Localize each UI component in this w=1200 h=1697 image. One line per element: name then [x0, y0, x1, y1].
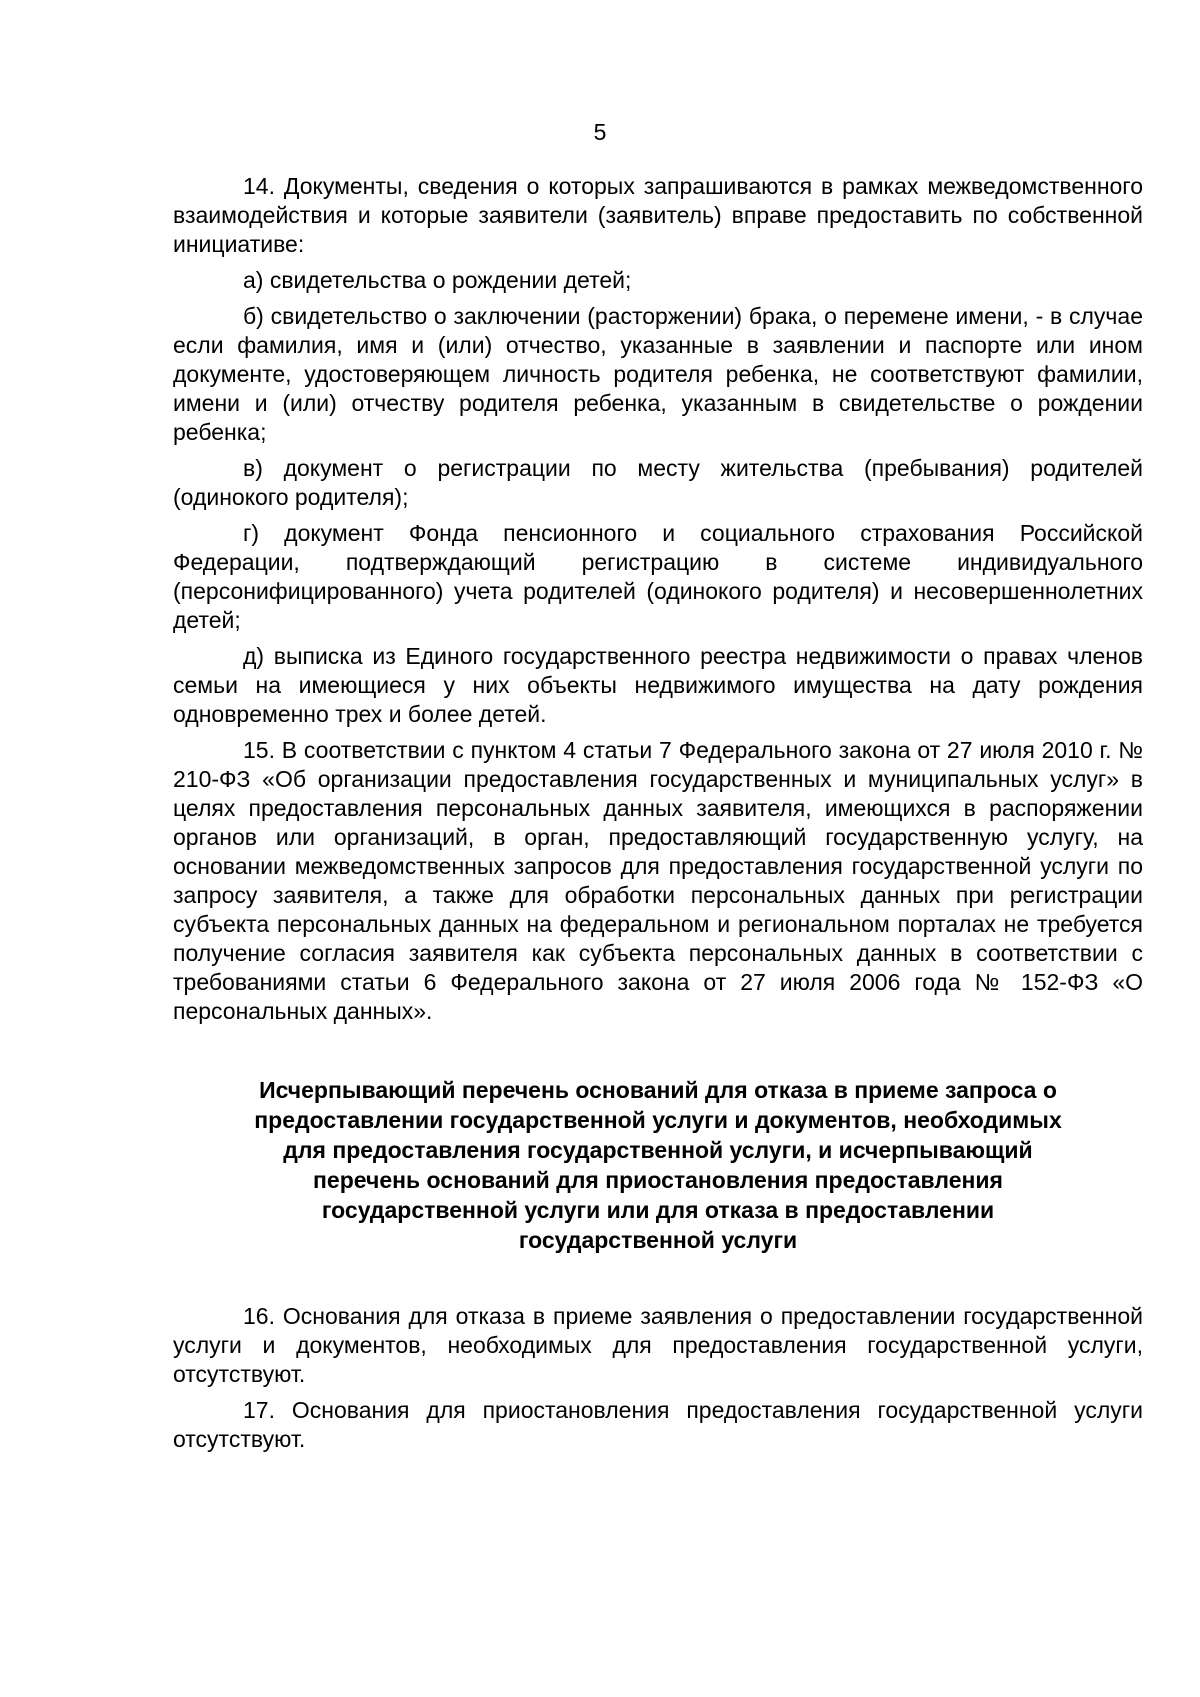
heading-line: предоставлении государственной услуги и документов, необходимых	[254, 1107, 1062, 1133]
list-item-v: в) документ о регистрации по месту жительства (пребывания) родителей (одинокого родителя);	[173, 455, 1143, 510]
heading-line: перечень оснований для приостановления предоставления	[313, 1167, 1003, 1193]
paragraph-16: 16. Основания для отказа в приеме заявления о предоставлении государственной услуги и документов, необходимых для предоставления государственной услуги, отсутствуют.	[173, 1303, 1143, 1387]
list-item-b: б) свидетельство о заключении (расторжении) брака, о перемене имени, - в случае если фамилия, имя и (или) отчество, указанные в заявлении и паспорте или ином документе, удостоверяющем личность родителя ребенка, не соответствуют фамилии, имени и (или) отчеству родителя ребенка, указанным в свидетельстве о рождении ребенка;	[173, 303, 1143, 445]
section-heading	[173, 1075, 1143, 1255]
document-body	[173, 172, 1143, 1461]
list-item-d: д) выписка из Единого государственного реестра недвижимости о правах членов семьи на имеющиеся у них объекты недвижимого имущества на дату рождения одновременно трех и более детей.	[173, 643, 1143, 727]
heading-line: для предоставления государственной услуги, и исчерпывающий	[283, 1137, 1033, 1163]
paragraph-14: 14. Документы, сведения о которых запрашиваются в рамках межведомственного взаимодействия и которые заявители (заявитель) вправе предоставить по собственной инициативе:	[173, 173, 1143, 257]
paragraph-17: 17. Основания для приостановления предоставления государственной услуги отсутствуют.	[173, 1397, 1143, 1452]
heading-line: Исчерпывающий перечень оснований для отказа в приеме запроса о	[259, 1077, 1057, 1103]
page-number: 5	[593, 119, 607, 145]
list-item-g: г) документ Фонда пенсионного и социального страхования Российской Федерации, подтверждающий регистрацию в системе индивидуального (персонифицированного) учета родителей (одинокого родителя) и несовершеннолетних детей;	[173, 520, 1143, 633]
paragraph-15: 15. В соответствии с пунктом 4 статьи 7 Федерального закона от 27 июля 2010 г. № 210-ФЗ «Об организации предоставления государственных и муниципальных услуг» в целях предоставления персональных данных заявителя, имеющихся в распоряжении органов или организаций, в орган, предоставляющий государственную услугу, на основании межведомственных запросов для предоставления государственной услуги по запросу заявителя, а также для обработки персональных данных при регистрации субъекта персональных данных на федеральном и региональном порталах не требуется получение согласия заявителя как субъекта персональных данных в соответствии с требованиями статьи 6 Федерального закона от 27 июля 2006 года № 152-ФЗ «О персональных данных».	[173, 737, 1143, 1024]
heading-line: государственной услуги или для отказа в предоставлении	[321, 1197, 995, 1223]
list-item-a: а) свидетельства о рождении детей;	[243, 267, 632, 293]
heading-line: государственной услуги	[518, 1227, 798, 1253]
